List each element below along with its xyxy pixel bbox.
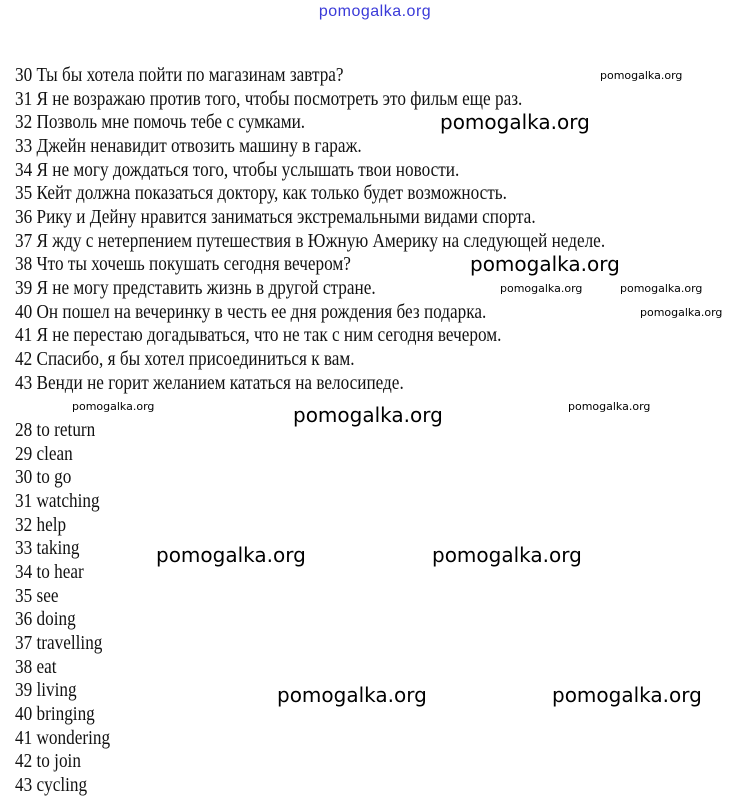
watermark: pomogalka.org — [156, 543, 306, 567]
answer-line: 39 living — [15, 679, 77, 701]
header-watermark[interactable]: pomogalka.org — [318, 3, 432, 20]
watermark: pomogalka.org — [470, 252, 620, 276]
watermark: pomogalka.org — [500, 282, 583, 295]
translation-line: 43 Венди не горит желанием кататься на велосипеде. — [15, 372, 404, 394]
answer-line: 28 to return — [15, 419, 96, 441]
answer-line: 41 wondering — [15, 727, 111, 749]
translation-line: 32 Позволь мне помочь тебе с сумками. — [15, 111, 306, 133]
answer-line: 34 to hear — [15, 561, 84, 583]
answer-line: 33 taking — [15, 537, 80, 559]
watermark: pomogalka.org — [432, 543, 582, 567]
watermark: pomogalka.org — [440, 110, 590, 134]
watermark: pomogalka.org — [568, 400, 651, 413]
answer-line: 29 clean — [15, 443, 73, 465]
answer-line: 40 bringing — [15, 703, 95, 725]
answer-line: 31 watching — [15, 490, 100, 512]
translation-line: 33 Джейн ненавидит отвозить машину в гараж. — [15, 135, 362, 157]
watermark: pomogalka.org — [620, 282, 703, 295]
translation-line: 35 Кейт должна показаться доктору, как только будет возможность. — [15, 182, 507, 204]
translation-line: 39 Я не могу представить жизнь в другой стране. — [15, 277, 376, 299]
translation-line: 36 Рику и Дейну нравится заниматься экстремальными видами спорта. — [15, 206, 536, 228]
watermark: pomogalka.org — [277, 683, 427, 707]
answer-line: 42 to join — [15, 750, 81, 772]
translation-line: 41 Я не перестаю догадываться, что не так с ним сегодня вечером. — [15, 324, 502, 346]
translation-line: 42 Спасибо, я бы хотел присоединиться к вам. — [15, 348, 355, 370]
translation-line: 38 Что ты хочешь покушать сегодня вечером? — [15, 253, 351, 275]
watermark: pomogalka.org — [552, 683, 702, 707]
watermark: pomogalka.org — [72, 400, 155, 413]
answer-line: 35 see — [15, 585, 59, 607]
translation-line: 37 Я жду с нетерпением путешествия в Южную Америку на следующей неделе. — [15, 230, 606, 252]
watermark: pomogalka.org — [293, 403, 443, 427]
answer-line: 36 doing — [15, 608, 76, 630]
translation-line: 34 Я не могу дождаться того, чтобы услышать твои новости. — [15, 159, 460, 181]
translation-line: 30 Ты бы хотела пойти по магазинам завтра? — [15, 64, 344, 86]
answer-line: 37 travelling — [15, 632, 103, 654]
answer-line: 43 cycling — [15, 774, 88, 796]
watermark: pomogalka.org — [600, 69, 683, 82]
answer-line: 38 eat — [15, 656, 57, 678]
answer-line: 30 to go — [15, 466, 72, 488]
answer-line: 32 help — [15, 514, 67, 536]
translation-line: 40 Он пошел на вечеринку в честь ее дня рождения без подарка. — [15, 301, 487, 323]
translation-line: 31 Я не возражаю против того, чтобы посмотреть это фильм еще раз. — [15, 88, 523, 110]
watermark: pomogalka.org — [640, 306, 723, 319]
